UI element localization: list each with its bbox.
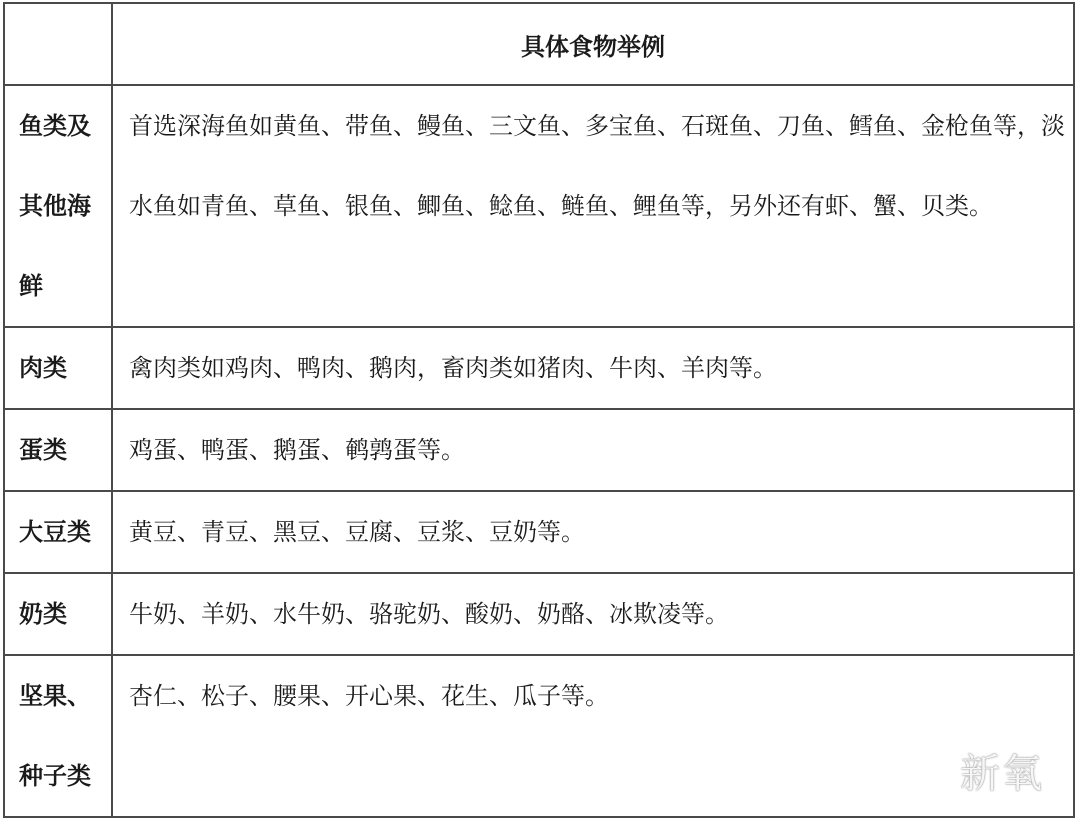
category-cell (4, 655, 112, 817)
category-label: 蛋类 (19, 436, 67, 464)
examples-cell (112, 409, 1074, 491)
category-label: 坚果、种子类 (19, 682, 91, 790)
examples-text: 黄豆、青豆、黑豆、豆腐、豆浆、豆奶等。 (129, 518, 585, 546)
examples-cell (112, 327, 1074, 409)
table-header-row (4, 3, 1074, 85)
examples-text: 杏仁、松子、腰果、开心果、花生、瓜子等。 (129, 682, 609, 710)
table-row (4, 655, 1074, 817)
examples-text: 鸡蛋、鸭蛋、鹅蛋、鹌鹑蛋等。 (129, 436, 465, 464)
examples-text: 牛奶、羊奶、水牛奶、骆驼奶、酸奶、奶酪、冰欺凌等。 (129, 600, 729, 628)
examples-text: 禽肉类如鸡肉、鸭肉、鹅肉，畜肉类如猪肉、牛肉、羊肉等。 (129, 354, 777, 382)
category-cell (4, 85, 112, 327)
table-row (4, 573, 1074, 655)
food-examples-table (3, 2, 1075, 818)
examples-cell (112, 573, 1074, 655)
category-cell (4, 409, 112, 491)
category-cell (4, 573, 112, 655)
table-row (4, 409, 1074, 491)
category-label: 肉类 (19, 354, 67, 382)
table-row (4, 85, 1074, 327)
category-label: 大豆类 (19, 518, 91, 546)
table-row (4, 327, 1074, 409)
header-examples-cell: 具体食物举例 (112, 3, 1074, 85)
examples-text: 首选深海鱼如黄鱼、带鱼、鳗鱼、三文鱼、多宝鱼、石斑鱼、刀鱼、鳕鱼、金枪鱼等，淡水鱼如青鱼、草鱼、银鱼、鲫鱼、鲶鱼、鲢鱼、鲤鱼等，另外还有虾、蟹、贝类。 (129, 112, 1065, 220)
category-cell (4, 491, 112, 573)
examples-cell (112, 655, 1074, 817)
table-row (4, 491, 1074, 573)
watermark-logo: 新氧 (960, 751, 1044, 797)
category-label: 鱼类及其他海鲜 (19, 112, 91, 300)
category-label: 奶类 (19, 600, 67, 628)
examples-cell (112, 85, 1074, 327)
examples-cell (112, 491, 1074, 573)
header-category-cell (4, 3, 112, 85)
category-cell (4, 327, 112, 409)
